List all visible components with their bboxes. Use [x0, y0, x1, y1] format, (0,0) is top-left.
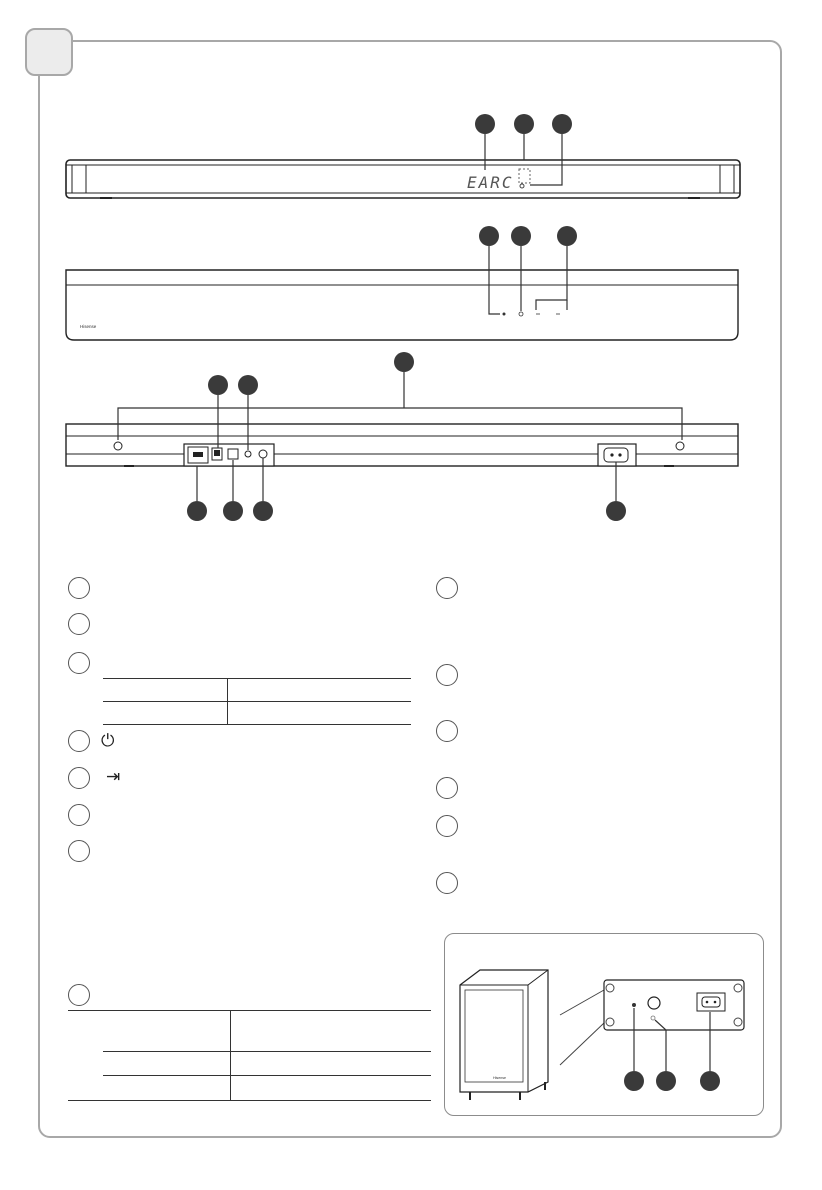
callout-usb — [208, 375, 228, 395]
callout-optical — [223, 501, 243, 521]
callout-hdmi — [187, 501, 207, 521]
callout-indicator — [514, 114, 534, 134]
callout-wall-mount — [394, 352, 414, 372]
legend-marker-9 — [436, 577, 458, 599]
soundbar-front-view — [66, 114, 740, 198]
legend-marker-12 — [436, 777, 458, 799]
legend-marker-2 — [68, 613, 90, 635]
callout-sensor — [552, 114, 572, 134]
table-rule — [103, 1051, 431, 1052]
legend-marker-14 — [436, 872, 458, 894]
table-rule — [103, 1075, 431, 1076]
subwoofer-panel-box — [444, 933, 764, 1116]
table-rule — [103, 678, 411, 679]
callout-display — [475, 114, 495, 134]
soundbar-rear-view — [66, 352, 738, 521]
table-rule — [103, 701, 411, 702]
legend-marker-6 — [68, 804, 90, 826]
table-rule — [68, 1100, 431, 1101]
input-source-icon: ⇥ — [106, 767, 121, 787]
front-display-text: EARC — [467, 173, 514, 192]
legend-marker-10 — [436, 664, 458, 686]
legend-marker-5 — [68, 767, 90, 789]
table-rule — [103, 724, 411, 725]
callout-power-in — [606, 501, 626, 521]
callout-aux — [253, 501, 273, 521]
subwoofer-badge: Hisense — [493, 1076, 506, 1080]
power-icon: ⏻ — [101, 731, 115, 751]
callout-top-3 — [557, 226, 577, 246]
legend-marker-11 — [436, 720, 458, 742]
callout-reset — [238, 375, 258, 395]
soundbar-top-view — [66, 226, 738, 340]
legend-marker-8 — [68, 984, 90, 1006]
legend-marker-3 — [68, 652, 90, 674]
callout-top-1 — [479, 226, 499, 246]
table-divider — [230, 1010, 231, 1100]
legend-marker-4 — [68, 730, 90, 752]
legend-marker-7 — [68, 840, 90, 862]
legend-marker-1 — [68, 577, 90, 599]
callout-top-2 — [511, 226, 531, 246]
table-divider — [227, 678, 228, 724]
soundbar-logo: Hisense — [80, 324, 97, 329]
table-rule — [68, 1010, 431, 1011]
legend-marker-13 — [436, 815, 458, 837]
